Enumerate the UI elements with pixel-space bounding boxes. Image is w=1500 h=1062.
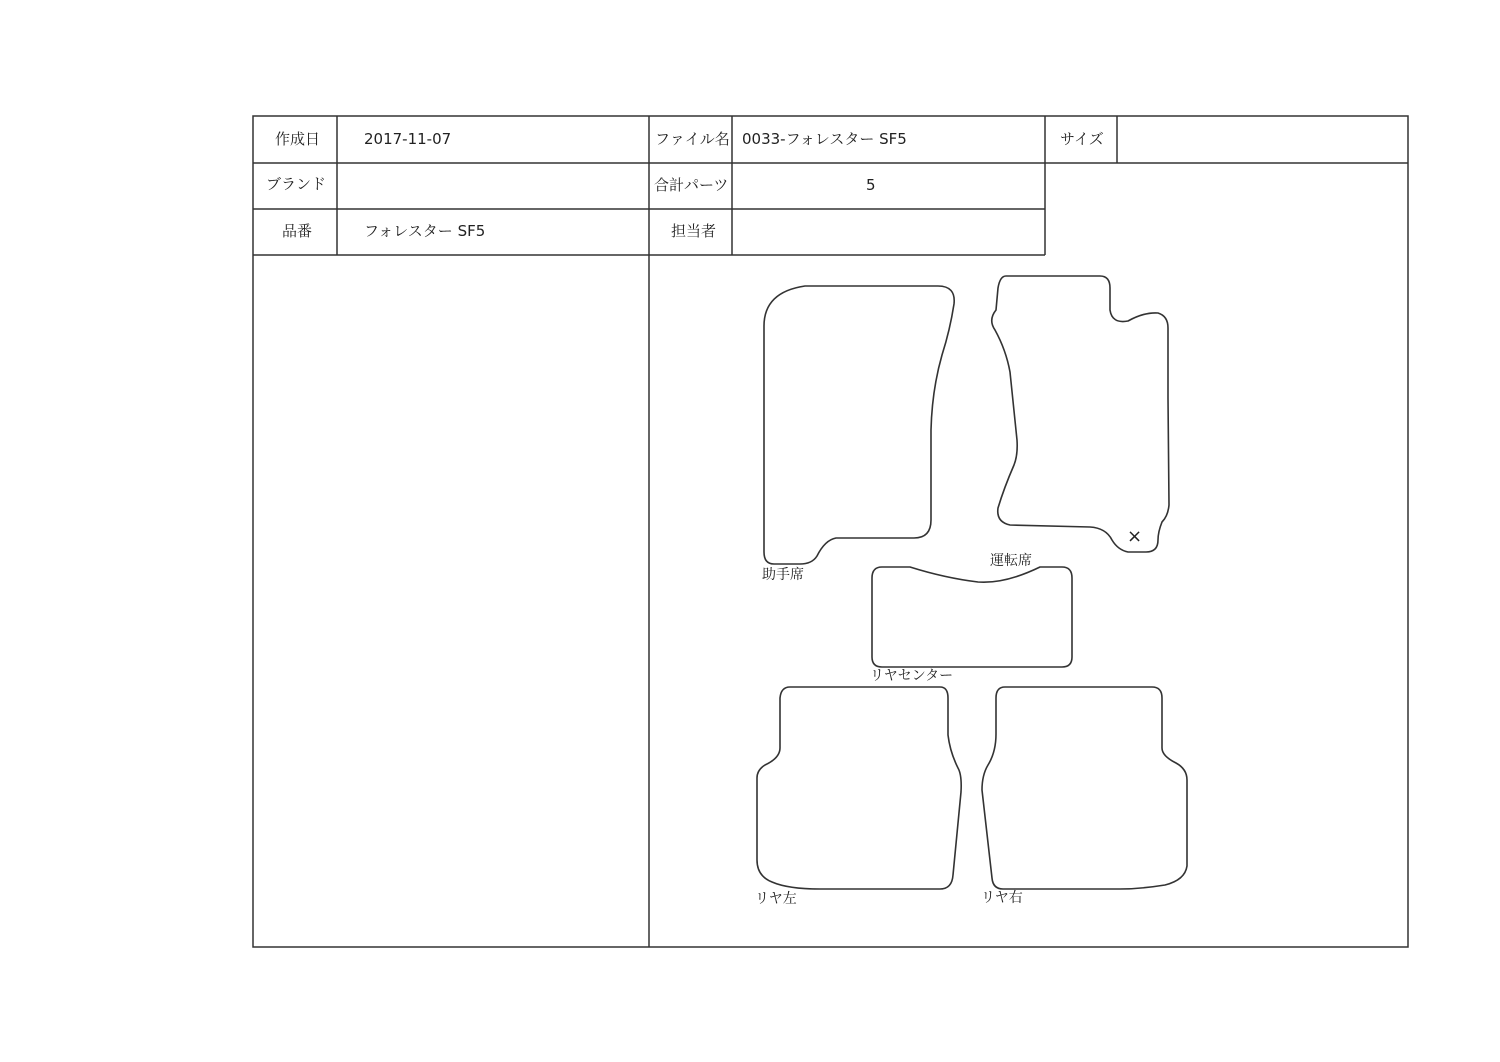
rear-right-mat-outline (982, 687, 1187, 889)
passenger-caption: 助手席 (762, 567, 804, 583)
driver-cross-mark: × (1127, 526, 1143, 547)
rear-left-caption: リヤ左 (755, 891, 797, 907)
model-label: 品番 (282, 222, 313, 240)
rear-center-caption: リヤセンター (870, 668, 954, 684)
rear-right-caption: リヤ右 (981, 890, 1023, 906)
staff-label: 担当者 (671, 222, 717, 240)
model-value: フォレスター SF5 (364, 222, 486, 240)
size-label: サイズ (1060, 130, 1104, 148)
driver-caption: 運転席 (990, 553, 1032, 569)
brand-label: ブランド (266, 175, 327, 193)
file-label: ファイル名 (655, 130, 730, 148)
rear-center-mat-outline (872, 567, 1072, 667)
created-value: 2017-11-07 (364, 130, 452, 148)
parts-value: 5 (866, 176, 876, 194)
parts-label: 合計パーツ (654, 176, 729, 194)
created-label: 作成日 (275, 130, 321, 148)
passenger-mat-outline (764, 286, 954, 564)
file-value: 0033-フォレスター SF5 (742, 130, 907, 148)
rear-left-mat-outline (757, 687, 961, 889)
driver-mat-outline (992, 276, 1169, 552)
